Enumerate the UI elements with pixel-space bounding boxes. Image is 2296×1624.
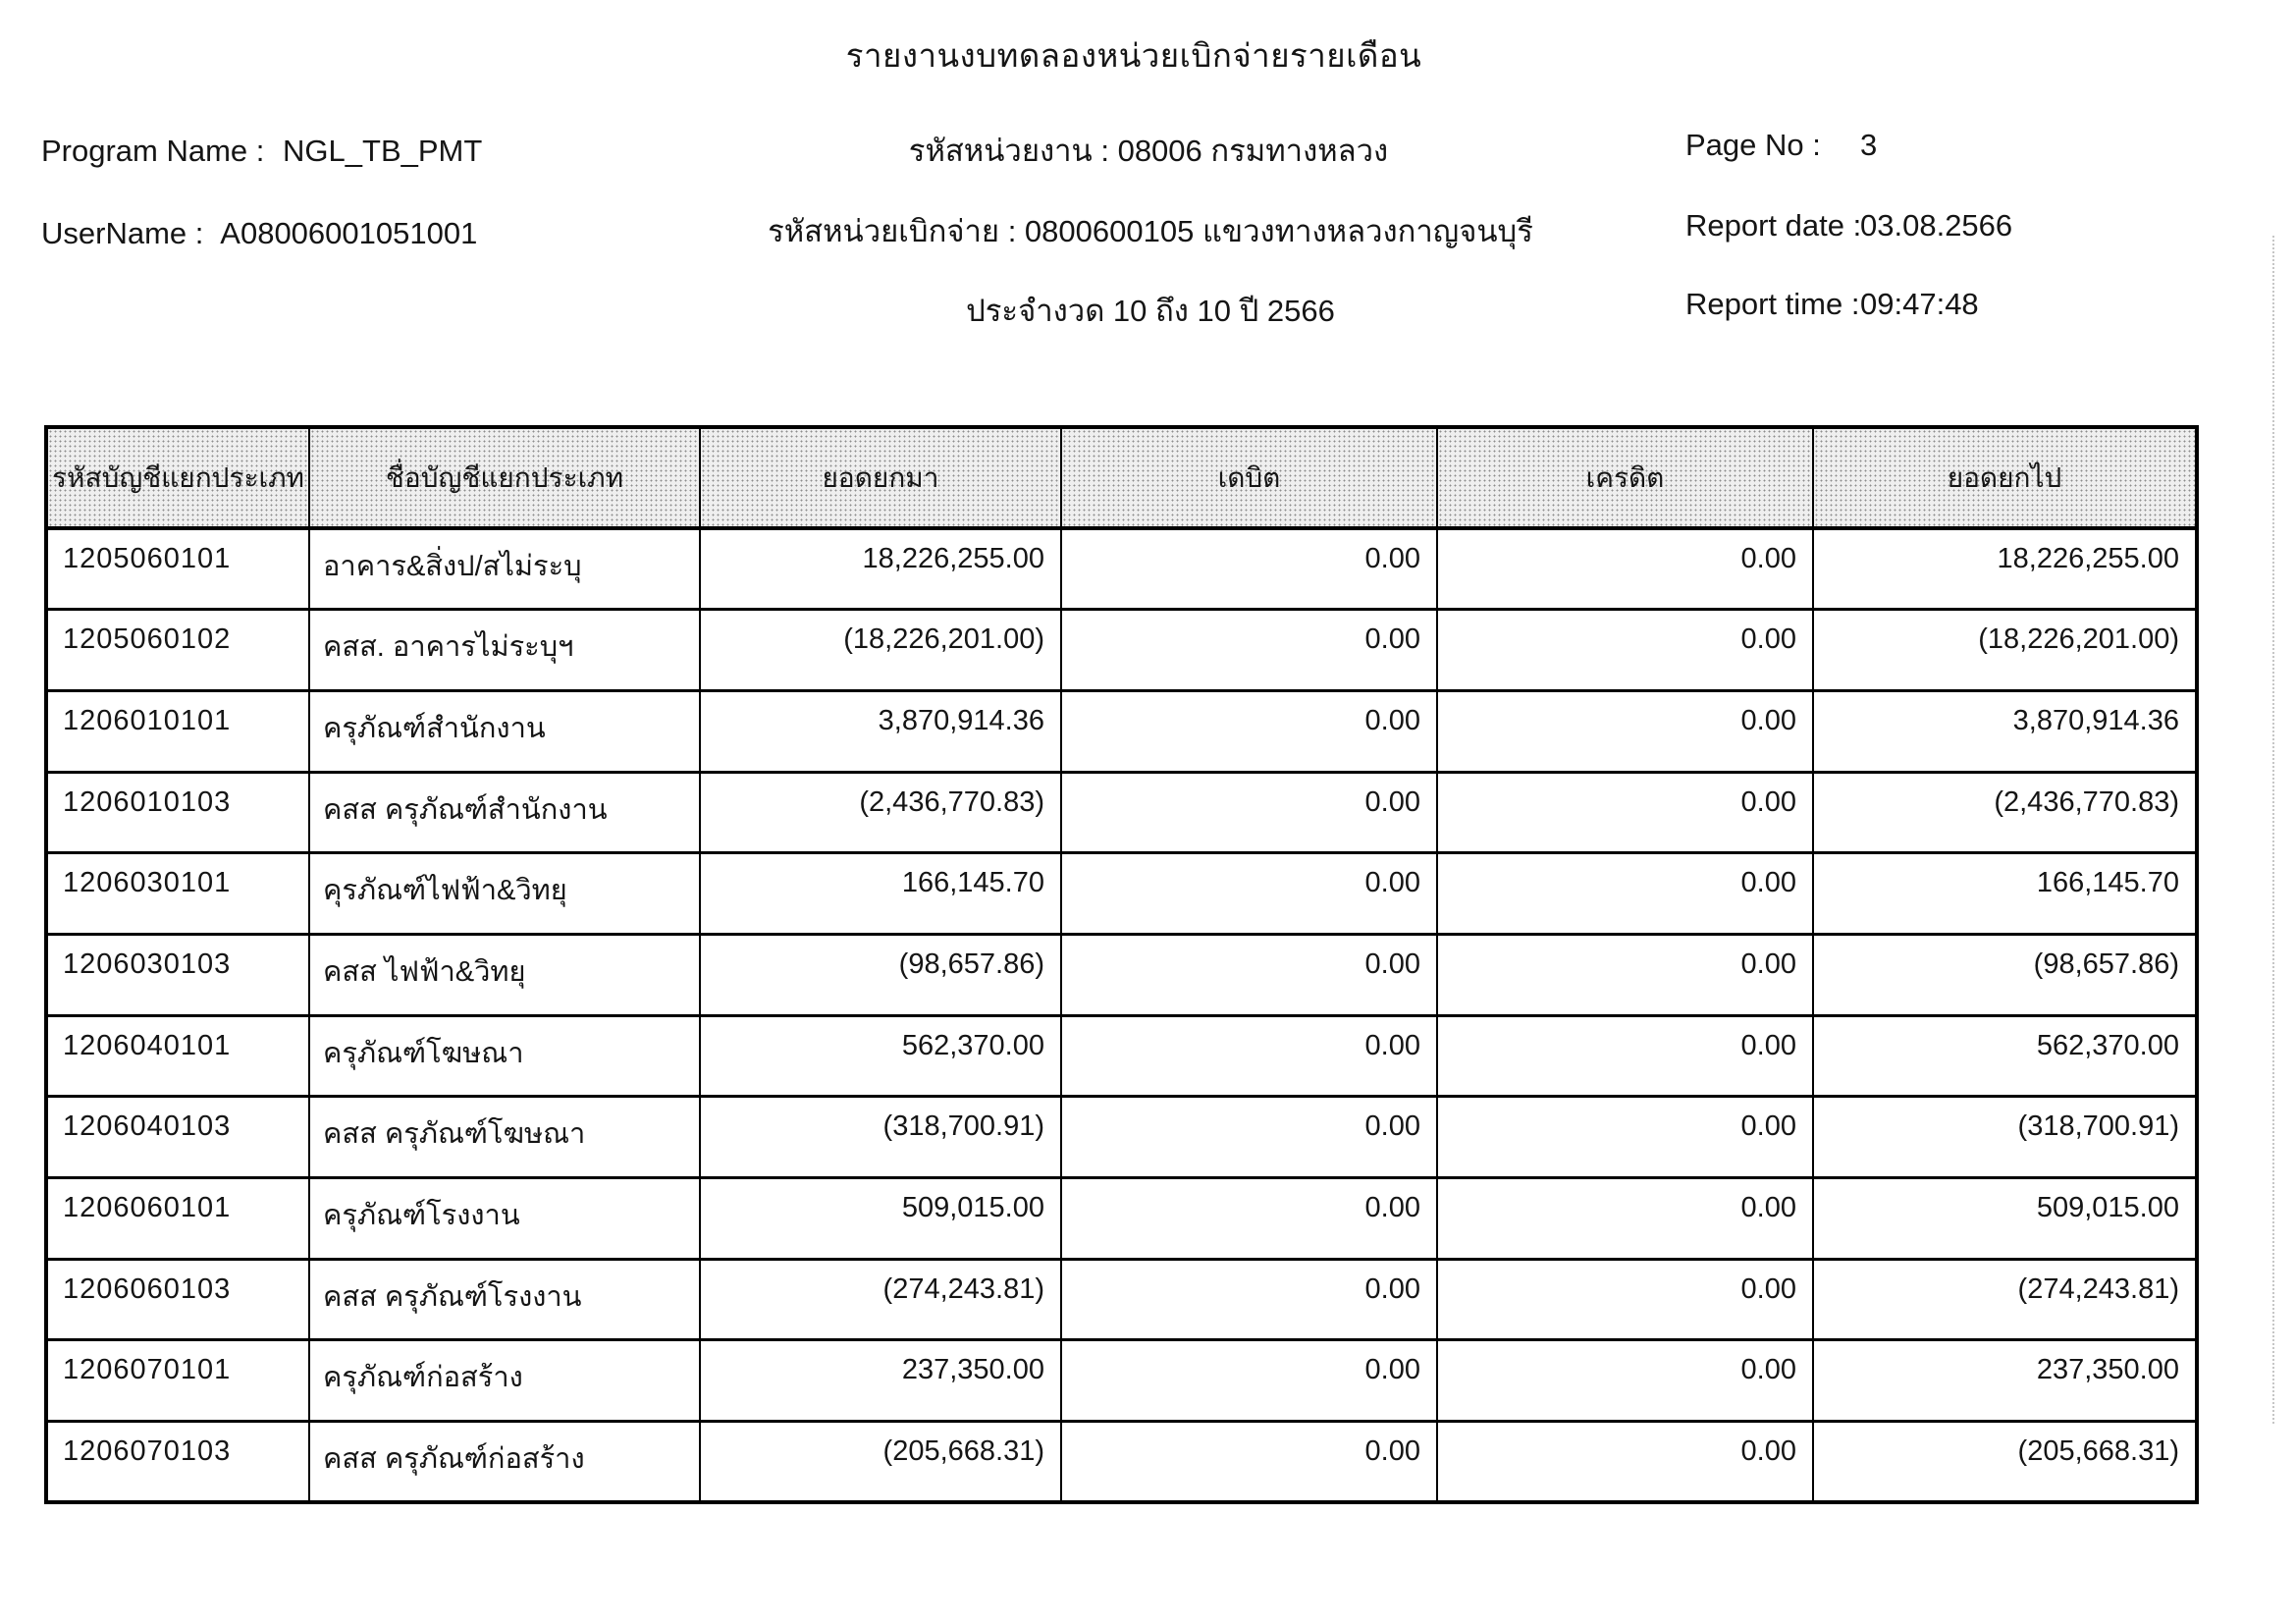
cell-beginning-balance: 562,370.00	[700, 1015, 1061, 1097]
header-account-code: รหัสบัญชีแยกประเภท	[46, 427, 309, 528]
cell-account-code: 1206070103	[46, 1422, 309, 1503]
cell-credit: 0.00	[1437, 610, 1813, 691]
username-line	[41, 216, 477, 251]
username-value: A08006001051001	[220, 216, 478, 250]
header-debit: เดบิต	[1061, 427, 1437, 528]
cell-ending-balance: (274,243.81)	[1813, 1259, 2197, 1340]
header-credit: เครดิต	[1437, 427, 1813, 528]
cell-beginning-balance: (274,243.81)	[700, 1259, 1061, 1340]
report-date-label: Report date :	[1685, 208, 1862, 243]
cell-ending-balance: (318,700.91)	[1813, 1097, 2197, 1178]
cell-ending-balance: 166,145.70	[1813, 853, 2197, 935]
cell-account-name: คสส ไฟฟ้า&วิทยุ	[309, 934, 700, 1015]
cell-ending-balance: 3,870,914.36	[1813, 690, 2197, 772]
report-time-line	[1685, 287, 2294, 322]
cell-account-code: 1205060101	[46, 528, 309, 610]
scan-edge-artifact	[2272, 236, 2274, 1424]
cell-credit: 0.00	[1437, 528, 1813, 610]
cell-debit: 0.00	[1061, 772, 1437, 853]
cell-debit: 0.00	[1061, 1259, 1437, 1340]
cell-beginning-balance: 3,870,914.36	[700, 690, 1061, 772]
header-beginning-balance: ยอดยกมา	[700, 427, 1061, 528]
cell-ending-balance: (2,436,770.83)	[1813, 772, 2197, 853]
table-row	[46, 1015, 2197, 1097]
page-no-label: Page No :	[1685, 128, 1821, 162]
cell-account-code: 1206070101	[46, 1340, 309, 1422]
cell-account-code: 1206030103	[46, 934, 309, 1015]
table-row	[46, 1422, 2197, 1503]
report-title: รายงานงบทดลองหน่วยเบิกจ่ายรายเดือน	[845, 37, 1422, 74]
cell-account-code: 1206030101	[46, 853, 309, 935]
table-row	[46, 853, 2197, 935]
disbursement-unit-line: รหัสหน่วยเบิกจ่าย : 0800600105 แขวงทางหลวงกาญจนบุรี	[768, 214, 1533, 248]
cell-debit: 0.00	[1061, 690, 1437, 772]
cell-account-code: 1206010101	[46, 690, 309, 772]
table-row	[46, 1178, 2197, 1260]
agency-code-line: รหัสหน่วยงาน : 08006 กรมทางหลวง	[908, 134, 1389, 168]
report-date-value: 03.08.2566	[1860, 208, 2013, 243]
cell-credit: 0.00	[1437, 1259, 1813, 1340]
table-row	[46, 528, 2197, 610]
period-line: ประจำงวด 10 ถึง 10 ปี 2566	[966, 294, 1335, 328]
cell-debit: 0.00	[1061, 853, 1437, 935]
cell-debit: 0.00	[1061, 528, 1437, 610]
table-row	[46, 690, 2197, 772]
cell-debit: 0.00	[1061, 1097, 1437, 1178]
report-time-value: 09:47:48	[1860, 287, 1979, 321]
report-time-label: Report time :	[1685, 287, 1860, 321]
cell-ending-balance: 237,350.00	[1813, 1340, 2197, 1422]
cell-account-code: 1206060101	[46, 1178, 309, 1260]
table-row	[46, 772, 2197, 853]
program-name-line	[41, 134, 482, 169]
cell-account-name: ครุภัณฑ์สำนักงาน	[309, 690, 700, 772]
trial-balance-table	[44, 425, 2199, 1504]
cell-debit: 0.00	[1061, 610, 1437, 691]
table-row	[46, 1097, 2197, 1178]
cell-beginning-balance: 18,226,255.00	[700, 528, 1061, 610]
table-row	[46, 934, 2197, 1015]
cell-debit: 0.00	[1061, 1422, 1437, 1503]
cell-beginning-balance: 509,015.00	[700, 1178, 1061, 1260]
page-no-line	[1685, 128, 2294, 163]
cell-ending-balance: 509,015.00	[1813, 1178, 2197, 1260]
cell-ending-balance: (205,668.31)	[1813, 1422, 2197, 1503]
cell-account-name: คสส ครุภัณฑ์โรงงาน	[309, 1259, 700, 1340]
cell-account-name: อาคาร&สิ่งป/สไม่ระบุ	[309, 528, 700, 610]
cell-account-name: ครุภัณฑ์ก่อสร้าง	[309, 1340, 700, 1422]
cell-credit: 0.00	[1437, 1097, 1813, 1178]
cell-debit: 0.00	[1061, 1340, 1437, 1422]
cell-account-name: คสส ครุภัณฑ์ก่อสร้าง	[309, 1422, 700, 1503]
cell-ending-balance: (98,657.86)	[1813, 934, 2197, 1015]
cell-account-name: ครุภัณฑ์โฆษณา	[309, 1015, 700, 1097]
cell-credit: 0.00	[1437, 1422, 1813, 1503]
report-date-line	[1685, 208, 2294, 244]
cell-beginning-balance: (98,657.86)	[700, 934, 1061, 1015]
cell-account-code: 1206040103	[46, 1097, 309, 1178]
header-account-name: ชื่อบัญชีแยกประเภท	[309, 427, 700, 528]
cell-debit: 0.00	[1061, 1178, 1437, 1260]
cell-account-name: คสส ครุภัณฑ์โฆษณา	[309, 1097, 700, 1178]
table-row	[46, 610, 2197, 691]
cell-account-name: ครุภัณฑ์โรงงาน	[309, 1178, 700, 1260]
username-label: UserName :	[41, 216, 204, 250]
cell-beginning-balance: (205,668.31)	[700, 1422, 1061, 1503]
table-header-row	[46, 427, 2197, 528]
cell-account-name: คสส ครุภัณฑ์สำนักงาน	[309, 772, 700, 853]
cell-account-name: คสส. อาคารไม่ระบุฯ	[309, 610, 700, 691]
cell-beginning-balance: (2,436,770.83)	[700, 772, 1061, 853]
cell-ending-balance: 562,370.00	[1813, 1015, 2197, 1097]
cell-account-code: 1206040101	[46, 1015, 309, 1097]
cell-account-name: คุรภัณฑ์ไฟฟ้า&วิทยุ	[309, 853, 700, 935]
cell-credit: 0.00	[1437, 772, 1813, 853]
header-ending-balance: ยอดยกไป	[1813, 427, 2197, 528]
cell-debit: 0.00	[1061, 1015, 1437, 1097]
cell-credit: 0.00	[1437, 690, 1813, 772]
program-name-value: NGL_TB_PMT	[283, 134, 483, 168]
cell-beginning-balance: 166,145.70	[700, 853, 1061, 935]
cell-account-code: 1205060102	[46, 610, 309, 691]
cell-ending-balance: (18,226,201.00)	[1813, 610, 2197, 691]
cell-credit: 0.00	[1437, 853, 1813, 935]
cell-account-code: 1206060103	[46, 1259, 309, 1340]
cell-credit: 0.00	[1437, 1340, 1813, 1422]
program-name-label: Program Name :	[41, 134, 265, 168]
cell-debit: 0.00	[1061, 934, 1437, 1015]
cell-beginning-balance: (18,226,201.00)	[700, 610, 1061, 691]
table-row	[46, 1340, 2197, 1422]
cell-credit: 0.00	[1437, 934, 1813, 1015]
table-row	[46, 1259, 2197, 1340]
cell-beginning-balance: (318,700.91)	[700, 1097, 1061, 1178]
cell-account-code: 1206010103	[46, 772, 309, 853]
cell-ending-balance: 18,226,255.00	[1813, 528, 2197, 610]
page-no-value: 3	[1860, 128, 1878, 162]
cell-credit: 0.00	[1437, 1015, 1813, 1097]
cell-beginning-balance: 237,350.00	[700, 1340, 1061, 1422]
cell-credit: 0.00	[1437, 1178, 1813, 1260]
